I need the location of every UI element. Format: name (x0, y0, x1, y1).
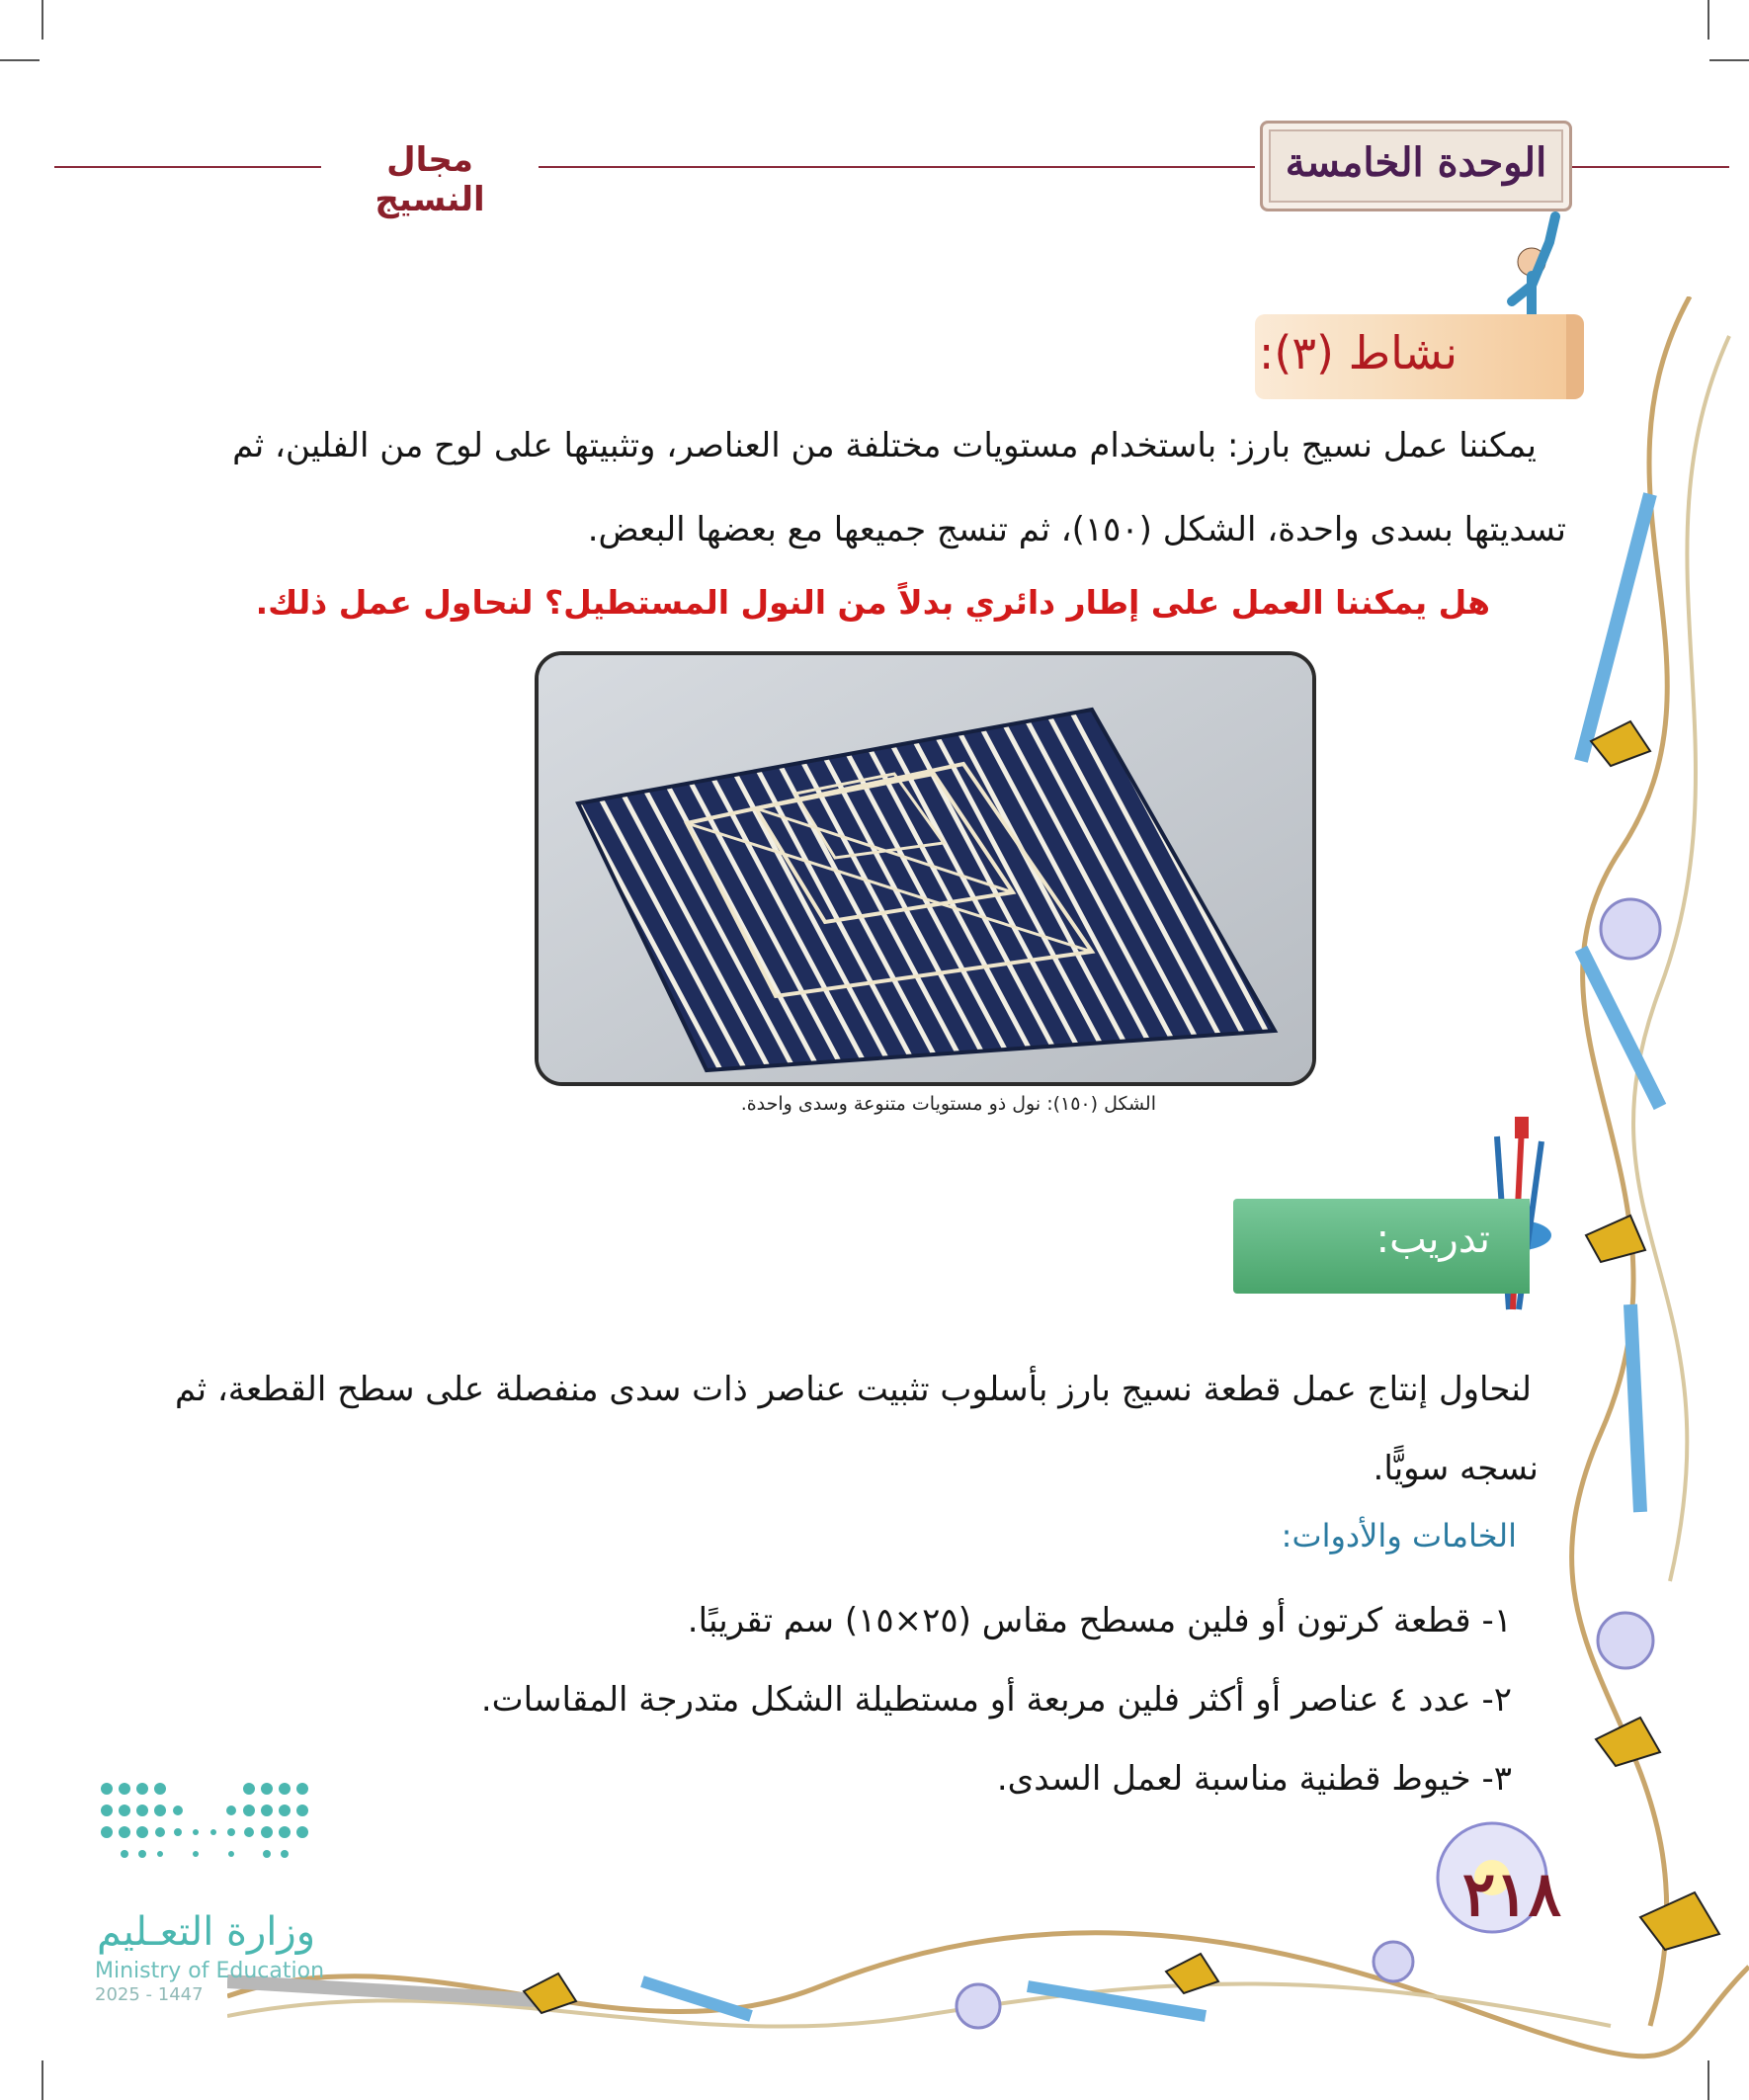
weaving-photo (535, 651, 1316, 1086)
training-banner (1233, 1199, 1530, 1294)
ministry-name-english: Ministry of Education (95, 1959, 325, 1983)
crop-mark (0, 59, 40, 61)
unit-title: الوحدة الخامسة (1285, 139, 1547, 186)
crop-mark (42, 0, 43, 40)
figure-caption: الشكل (١٥٠): نول ذو مستويات متنوعة وسدى واحدة. (740, 1093, 1156, 1115)
crop-mark (1707, 0, 1709, 40)
ministry-year: 2025 - 1447 (95, 1984, 204, 2005)
training-line-2: نسجه سويًّا. (1373, 1449, 1539, 1488)
ministry-logo-dots (97, 1779, 309, 1897)
intro-line-1: يمكننا عمل نسيج بارز: باستخدام مستويات مختلفة من العناصر، وتثبيتها على لوح من الفلين، ثم (232, 426, 1537, 465)
decorative-vine-border (1541, 296, 1749, 2075)
question-text: هل يمكننا العمل على إطار دائري بدلاً من النول المستطيل؟ لنحاول عمل ذلك. (255, 583, 1490, 622)
training-label: تدريب: (1375, 1217, 1490, 1262)
materials-item: ١- قطعة كرتون أو فلين مسطح مقاس (٢٥×١٥) سم تقريبًا. (687, 1601, 1512, 1640)
decorative-bottom-border (227, 1907, 1749, 2075)
crop-mark (1709, 59, 1749, 61)
intro-line-2: تسديتها بسدى واحدة، الشكل (١٥٠)، ثم تنسج جميعها مع بعضها البعض. (587, 510, 1566, 549)
header-rule-right (1571, 166, 1729, 168)
header-rule-left (54, 166, 321, 168)
materials-item: ٢- عدد ٤ عناصر أو أكثر فلين مربعة أو مستطيلة الشكل متدرجة المقاسات. (480, 1680, 1512, 1720)
unit-title-frame (1260, 121, 1572, 211)
header-rule-middle (524, 166, 1255, 168)
materials-item: ٣- خيوط قطنية مناسبة لعمل السدى. (996, 1759, 1512, 1799)
activity-label: نشاط (٣): (1258, 326, 1458, 379)
training-line-1: لنحاول إنتاج عمل قطعة نسيج بارز بأسلوب تثبيت عناصر ذات سدى منفصلة على سطح القطعة، ثم (174, 1370, 1532, 1409)
activity-banner (1255, 314, 1584, 399)
field-title: مجال النسيج (321, 140, 539, 219)
page-number: ٢١٨ (1462, 1858, 1561, 1930)
crop-mark (42, 2060, 43, 2100)
ministry-name-arabic: وزارة التعـليم (97, 1909, 316, 1955)
materials-heading: الخامات والأدوات: (1281, 1517, 1517, 1554)
